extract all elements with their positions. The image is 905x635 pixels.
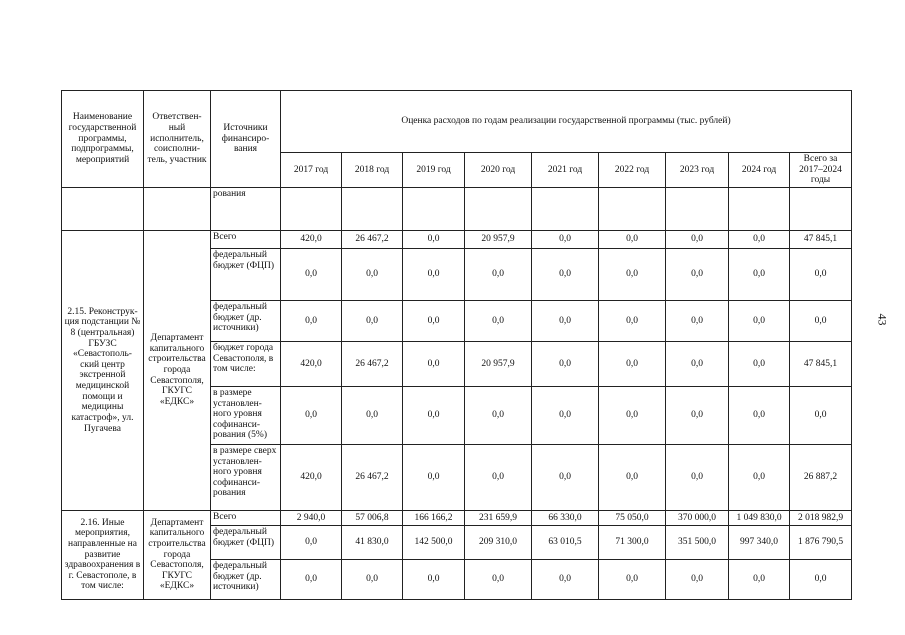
responsible-executor: Департамент капитального строительства города Севастополя, ГКУГС «ЕДКС» [144, 510, 211, 599]
amount-cell: 0,0 [403, 341, 465, 386]
amount-cell: 0,0 [342, 386, 403, 444]
cont-name-cell [62, 187, 144, 230]
year-header: 2018 год [342, 153, 403, 188]
amount-cell: 142 500,0 [403, 525, 465, 559]
amount-cell: 47 845,1 [790, 341, 852, 386]
year-header: 2019 год [403, 153, 465, 188]
amount-cell: 0,0 [599, 559, 666, 599]
funding-source: федеральный бюджет (ФЦП) [211, 525, 281, 559]
header-responsible: Ответствен-ный исполнитель, соисполни-тель, участник [144, 91, 211, 188]
amount-cell: 0,0 [532, 248, 599, 300]
amount-cell: 0,0 [790, 300, 852, 341]
amount-cell: 420,0 [281, 341, 342, 386]
amount-cell: 209 310,0 [465, 525, 532, 559]
amount-cell: 997 340,0 [729, 525, 790, 559]
amount-cell: 0,0 [281, 300, 342, 341]
amount-cell: 47 845,1 [790, 230, 852, 248]
expenditure-table [61, 90, 852, 600]
amount-cell: 66 330,0 [532, 510, 599, 525]
amount-cell: 231 659,9 [465, 510, 532, 525]
year-header: 2024 год [729, 153, 790, 188]
amount-cell: 0,0 [666, 444, 729, 510]
amount-cell: 0,0 [532, 230, 599, 248]
amount-cell: 26 887,2 [790, 444, 852, 510]
amount-cell: 0,0 [281, 248, 342, 300]
amount-cell: 20 957,9 [465, 341, 532, 386]
cont-resp-cell [144, 187, 211, 230]
amount-cell: 1 049 830,0 [729, 510, 790, 525]
amount-cell: 0,0 [666, 559, 729, 599]
amount-cell: 75 050,0 [599, 510, 666, 525]
amount-cell: 2 018 982,9 [790, 510, 852, 525]
amount-cell: 0,0 [599, 386, 666, 444]
amount-cell: 166 166,2 [403, 510, 465, 525]
amount-cell: 2 940,0 [281, 510, 342, 525]
header-group: Оценка расходов по годам реализации государственной программы (тыс. рублей) [281, 91, 852, 153]
funding-source: федеральный бюджет (др. источники) [211, 559, 281, 599]
amount-cell: 57 006,8 [342, 510, 403, 525]
amount-cell: 420,0 [281, 444, 342, 510]
amount-cell: 0,0 [790, 386, 852, 444]
amount-cell: 0,0 [790, 559, 852, 599]
year-header: Всего за 2017–2024 годы [790, 153, 852, 188]
amount-cell: 0,0 [666, 341, 729, 386]
amount-cell: 63 010,5 [532, 525, 599, 559]
amount-cell: 0,0 [281, 559, 342, 599]
page-number: 43 [875, 313, 890, 326]
measure-name: 2.16. Иные мероприятия, направленные на развитие здравоохранения в г. Севастополе, в том числе: [62, 510, 144, 599]
amount-cell: 0,0 [729, 559, 790, 599]
amount-cell: 0,0 [599, 230, 666, 248]
amount-cell: 370 000,0 [666, 510, 729, 525]
amount-cell: 0,0 [465, 248, 532, 300]
amount-cell: 0,0 [729, 341, 790, 386]
amount-cell: 26 467,2 [342, 230, 403, 248]
funding-source: в размере установлен-ного уровня софинанси-рования (5%) [211, 386, 281, 444]
header-source: Источники финансиро-вания [211, 91, 281, 188]
amount-cell: 0,0 [729, 444, 790, 510]
amount-cell: 0,0 [281, 525, 342, 559]
amount-cell: 0,0 [729, 300, 790, 341]
amount-cell: 0,0 [532, 444, 599, 510]
amount-cell: 0,0 [532, 341, 599, 386]
amount-cell: 1 876 790,5 [790, 525, 852, 559]
funding-source: бюджет города Севастополя, в том числе: [211, 341, 281, 386]
amount-cell: 0,0 [342, 559, 403, 599]
measure-name: 2.15. Реконструк-ция подстанции № 8 (центральная) ГБУЗС «Севастополь-ский центр экстренной медицинской помощи и медицины катастроф», ул. Пугачева [62, 230, 144, 510]
amount-cell: 0,0 [729, 230, 790, 248]
amount-cell: 0,0 [403, 559, 465, 599]
year-header: 2020 год [465, 153, 532, 188]
amount-cell: 0,0 [465, 559, 532, 599]
amount-cell: 0,0 [599, 444, 666, 510]
amount-cell: 26 467,2 [342, 444, 403, 510]
funding-source: Всего [211, 230, 281, 248]
amount-cell: 0,0 [342, 248, 403, 300]
funding-source: федеральный бюджет (ФЦП) [211, 248, 281, 300]
amount-cell: 0,0 [465, 300, 532, 341]
amount-cell: 420,0 [281, 230, 342, 248]
amount-cell: 0,0 [465, 386, 532, 444]
amount-cell: 0,0 [403, 444, 465, 510]
amount-cell: 0,0 [599, 248, 666, 300]
amount-cell: 71 300,0 [599, 525, 666, 559]
responsible-executor: Департамент капитального строительства города Севастополя, ГКУГС «ЕДКС» [144, 230, 211, 510]
amount-cell: 0,0 [532, 386, 599, 444]
amount-cell: 0,0 [666, 300, 729, 341]
amount-cell: 0,0 [666, 386, 729, 444]
year-header: 2022 год [599, 153, 666, 188]
amount-cell: 0,0 [403, 230, 465, 248]
amount-cell: 0,0 [465, 444, 532, 510]
amount-cell: 0,0 [342, 300, 403, 341]
amount-cell: 0,0 [599, 341, 666, 386]
amount-cell: 0,0 [403, 300, 465, 341]
funding-source: федеральный бюджет (др. источники) [211, 300, 281, 341]
amount-cell: 20 957,9 [465, 230, 532, 248]
amount-cell: 0,0 [403, 248, 465, 300]
table-row [62, 230, 852, 248]
amount-cell: 0,0 [403, 386, 465, 444]
amount-cell: 0,0 [532, 300, 599, 341]
amount-cell: 0,0 [729, 248, 790, 300]
amount-cell: 26 467,2 [342, 341, 403, 386]
year-header: 2021 год [532, 153, 599, 188]
amount-cell: 0,0 [599, 300, 666, 341]
amount-cell: 0,0 [790, 248, 852, 300]
amount-cell: 0,0 [532, 559, 599, 599]
funding-source: в размере сверх установлен-ного уровня софинанси-рования [211, 444, 281, 510]
funding-source: Всего [211, 510, 281, 525]
amount-cell: 0,0 [729, 386, 790, 444]
table-row [62, 510, 852, 525]
cont-source: рования [211, 187, 281, 230]
amount-cell: 0,0 [666, 230, 729, 248]
header-name: Наименование государственной программы, подпрограммы, мероприятий [62, 91, 144, 188]
amount-cell: 0,0 [281, 386, 342, 444]
year-header: 2023 год [666, 153, 729, 188]
amount-cell: 41 830,0 [342, 525, 403, 559]
amount-cell: 351 500,0 [666, 525, 729, 559]
year-header: 2017 год [281, 153, 342, 188]
amount-cell: 0,0 [666, 248, 729, 300]
